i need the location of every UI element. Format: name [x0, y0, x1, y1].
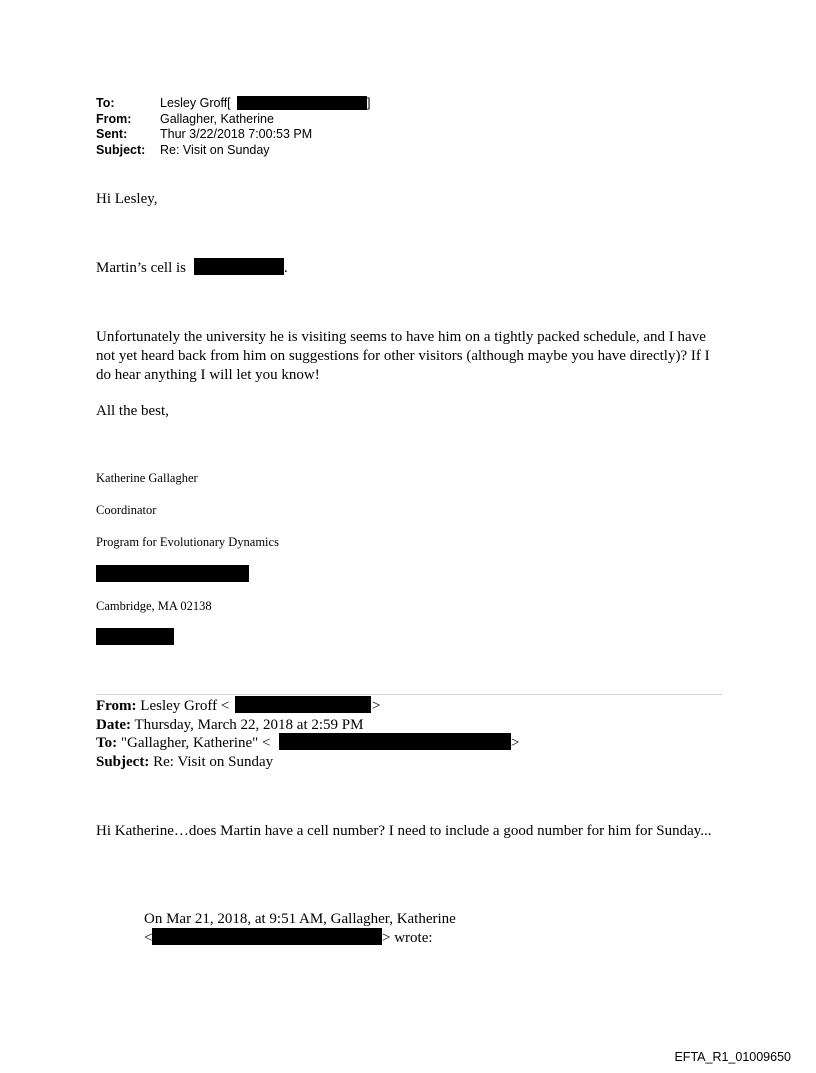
signature-city: Cambridge, MA 02138	[96, 599, 212, 613]
greeting: Hi Lesley,	[96, 191, 158, 207]
header-subject-row	[96, 143, 270, 159]
redacted-from-email	[235, 696, 371, 713]
quote-tail: > wrote:	[382, 930, 433, 946]
redacted-address	[96, 565, 249, 582]
fwd-subject-value: Re: Visit on Sunday	[153, 753, 274, 770]
quote-open: <	[144, 930, 153, 946]
fwd-to-value: "Gallagher, Katherine" <	[120, 735, 271, 751]
redacted-quote-email	[152, 928, 382, 945]
subject-label: Subject:	[96, 142, 146, 157]
signature-org: Program for Evolutionary Dynamics	[96, 535, 279, 549]
to-label: To:	[96, 96, 115, 110]
fwd-message: Hi Katherine…does Martin have a cell number? I need to include a good number for him for Sunday...	[96, 823, 712, 839]
fwd-to-close: >	[511, 735, 520, 751]
fwd-date-label: Date:	[96, 716, 131, 733]
cell-line	[96, 259, 186, 278]
signature-name: Katherine Gallagher	[96, 471, 198, 485]
header-sent-row	[96, 127, 312, 143]
to-close: ]	[367, 96, 371, 110]
sent-value: Thur 3/22/2018 7:00:53 PM	[160, 127, 313, 141]
fwd-to-label: To:	[96, 735, 118, 751]
redacted-signature-phone	[96, 628, 174, 645]
from-value: Gallagher, Katherine	[160, 111, 274, 126]
fwd-subject-label: Subject:	[96, 753, 150, 770]
subject-value: Re: Visit on Sunday	[160, 142, 270, 157]
fwd-from-close: >	[372, 698, 381, 714]
redacted-to-email	[279, 733, 511, 750]
sent-label: Sent:	[96, 127, 128, 141]
closing: All the best,	[96, 403, 169, 419]
from-label: From:	[96, 111, 132, 126]
divider	[96, 694, 722, 695]
to-value: Lesley Groff[	[160, 96, 231, 110]
redacted-phone	[194, 258, 284, 275]
fwd-subject-row	[96, 753, 273, 772]
header-to-row	[96, 96, 231, 112]
fwd-from-row	[96, 697, 229, 716]
cell-suffix: .	[284, 260, 288, 276]
fwd-to-row	[96, 734, 271, 753]
header-from-row	[96, 112, 274, 128]
fwd-date-value: Thursday, March 22, 2018 at 2:59 PM	[134, 716, 364, 733]
document-id: EFTA_R1_01009650	[674, 1050, 791, 1064]
quote-line-1: On Mar 21, 2018, at 9:51 AM, Gallagher, Katherine	[144, 911, 456, 927]
redacted-email	[237, 96, 367, 110]
body-paragraph: Unfortunately the university he is visiting seems to have him on a tightly packed schedule, and I have not yet heard back from him on suggestions for other visitors (although maybe you have directly)? If I do hear anything I will let you know!	[96, 329, 710, 383]
cell-prefix: Martin’s cell is	[96, 260, 186, 276]
fwd-from-value: Lesley Groff <	[140, 698, 230, 714]
fwd-from-label: From:	[96, 698, 137, 714]
fwd-date-row	[96, 716, 363, 735]
signature-title: Coordinator	[96, 503, 157, 517]
